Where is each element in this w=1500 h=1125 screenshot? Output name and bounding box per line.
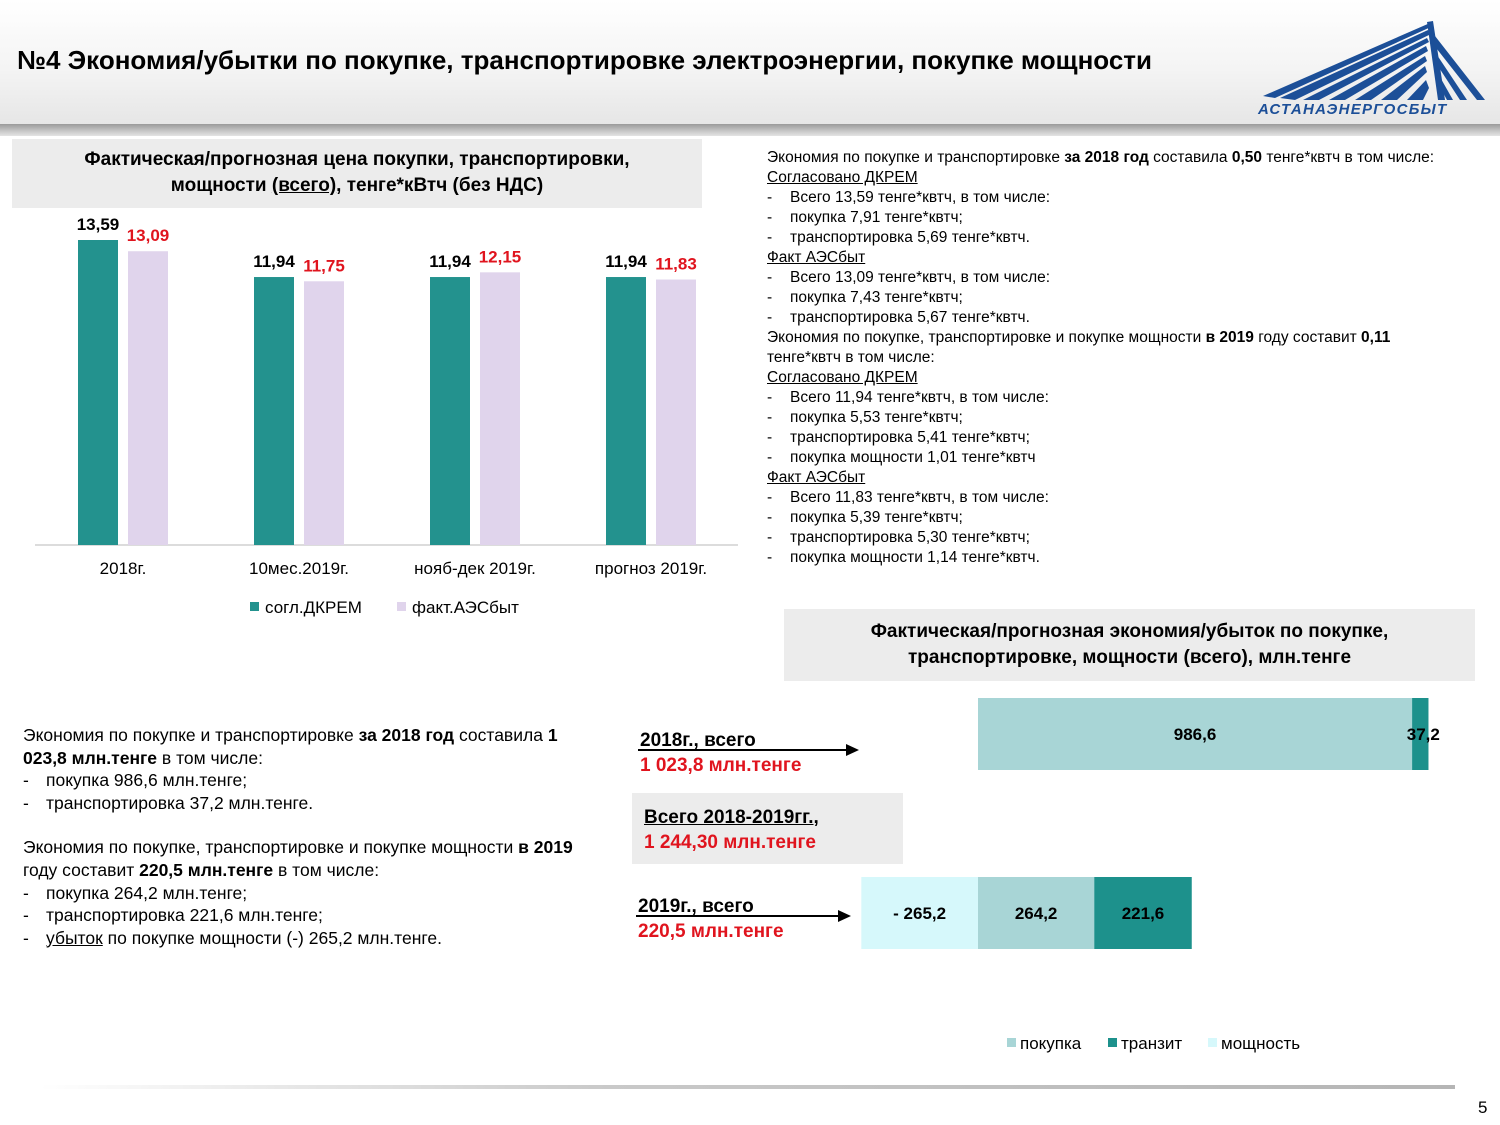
right-s4-item: - Всего 11,83 тенге*квтч, в том числе: bbox=[767, 488, 1467, 508]
left-p2-item: - убыток по покупке мощности (-) 265,2 млн.тенге. bbox=[23, 927, 603, 950]
right-s1-item: - транспортировка 5,69 тенге*квтч. bbox=[767, 228, 1467, 248]
callout-2019-value: 220,5 млн.тенге bbox=[638, 921, 784, 942]
right-s2-item: - Всего 13,09 тенге*квтч, в том числе: bbox=[767, 268, 1467, 288]
legend-label: покупка bbox=[1020, 1034, 1082, 1053]
footer-divider bbox=[40, 1085, 1455, 1089]
bar-dkrem bbox=[430, 277, 470, 545]
right-s3-title: Согласовано ДКРЕМ bbox=[767, 369, 918, 386]
bar-dkrem bbox=[78, 240, 118, 545]
bar-dkrem bbox=[254, 277, 294, 545]
right-s2-item: - транспортировка 5,67 тенге*квтч. bbox=[767, 308, 1467, 328]
legend-swatch bbox=[1108, 1038, 1117, 1047]
legend-swatch bbox=[1208, 1038, 1217, 1047]
left-p1-item: - покупка 986,6 млн.тенге; bbox=[23, 769, 603, 792]
callout-2018-value: 1 023,8 млн.тенге bbox=[640, 755, 802, 776]
bar-value-label: 11,83 bbox=[655, 254, 697, 274]
right-s3-item: - покупка мощности 1,01 тенге*квтч bbox=[767, 448, 1467, 468]
legend-swatch bbox=[1007, 1038, 1016, 1047]
savings-stacked-bar-chart bbox=[600, 690, 1480, 970]
segment-value-label: - 265,2 bbox=[893, 904, 947, 923]
left-p2-item: - транспортировка 221,6 млн.тенге; bbox=[23, 904, 603, 927]
bar-value-label: 12,15 bbox=[478, 247, 522, 267]
right-s3-item: - покупка 5,53 тенге*квтч; bbox=[767, 408, 1467, 428]
price-bar-chart bbox=[0, 205, 740, 590]
bar-aesbyt bbox=[304, 281, 344, 545]
bar-aesbyt bbox=[656, 279, 696, 545]
left-text-block bbox=[23, 724, 603, 949]
callout-total-value: 1 244,30 млн.тенге bbox=[644, 832, 816, 853]
callout-2018-label: 2018г., всего bbox=[640, 730, 756, 751]
chart2-title-line2: транспортировке, мощности (всего), млн.тенге bbox=[907, 647, 1352, 668]
right-intro-2018: Экономия по покупке и транспортировке за 2018 год составила 0,50 тенге*квтч в том числе: bbox=[767, 149, 1435, 166]
bar-value-label: 11,94 bbox=[605, 252, 647, 272]
page-number: 5 bbox=[1478, 1098, 1488, 1117]
segment-value-label: 264,2 bbox=[1014, 904, 1058, 923]
bar-value-label: 11,75 bbox=[303, 256, 345, 276]
right-s2-title: Факт АЭСбыт bbox=[767, 249, 866, 266]
legend-swatch bbox=[397, 602, 406, 611]
bar-value-label: 13,59 bbox=[76, 215, 120, 234]
paragraph-spacer bbox=[23, 814, 603, 836]
arrow-head-icon bbox=[838, 910, 851, 922]
right-s4-title: Факт АЭСбыт bbox=[767, 469, 866, 486]
x-tick-label: нояб-дек 2019г. bbox=[414, 559, 536, 578]
arrow-head-icon bbox=[846, 744, 859, 756]
savings-chart-legend bbox=[990, 1025, 1350, 1061]
chart1-title-part3: (всего) bbox=[271, 175, 337, 196]
chart1-title bbox=[12, 139, 702, 208]
logo-text: АСТАНАЭНЕРГОСБЫТ bbox=[1258, 101, 1448, 118]
right-s4-item: - транспортировка 5,30 тенге*квтч; bbox=[767, 528, 1467, 548]
right-text-block bbox=[767, 148, 1467, 568]
legend-swatch bbox=[250, 602, 259, 611]
right-s4-item: - покупка 5,39 тенге*квтч; bbox=[767, 508, 1467, 528]
right-s2-item: - покупка 7,43 тенге*квтч; bbox=[767, 288, 1467, 308]
bar-dkrem bbox=[606, 277, 646, 545]
bar-value-label: 11,94 bbox=[253, 252, 295, 272]
price-chart-legend bbox=[0, 590, 740, 630]
right-s3-item: - транспортировка 5,41 тенге*квтч; bbox=[767, 428, 1467, 448]
callout-total-label: Всего 2018-2019гг., bbox=[644, 807, 819, 828]
x-tick-label: 10мес.2019г. bbox=[249, 559, 349, 578]
bar-value-label: 11,94 bbox=[429, 252, 471, 272]
right-s1-title: Согласовано ДКРЕМ bbox=[767, 169, 918, 186]
callout-2019-label: 2019г., всего bbox=[638, 896, 754, 917]
right-s3-item: - Всего 11,94 тенге*квтч, в том числе: bbox=[767, 388, 1467, 408]
legend-label: согл.ДКРЕМ bbox=[265, 598, 362, 617]
segment-value-label: 986,6 bbox=[1173, 725, 1217, 744]
bar-aesbyt bbox=[480, 272, 520, 545]
header-divider bbox=[0, 124, 1500, 136]
left-p2-item: - покупка 264,2 млн.тенге; bbox=[23, 882, 603, 905]
legend-label: мощность bbox=[1221, 1034, 1301, 1053]
right-intro-2019: Экономия по покупке, транспортировке и покупке мощности в 2019 году составит 0,11 тенге*квтч в том числе: bbox=[767, 329, 1391, 366]
chart1-title-part4: , тенге*кВтч (без НДС) bbox=[336, 175, 544, 196]
left-p2: Экономия по покупке, транспортировке и покупке мощности в 2019 году составит 220,5 млн.тенге в том числе: bbox=[23, 837, 573, 880]
bar-aesbyt bbox=[128, 251, 168, 545]
segment-value-label: 221,6 bbox=[1121, 904, 1165, 923]
right-s4-item: - покупка мощности 1,14 тенге*квтч. bbox=[767, 548, 1467, 568]
page-title: №4 Экономия/убытки по покупке, транспортировке электроэнергии, покупке мощности bbox=[17, 45, 1153, 75]
legend-label: транзит bbox=[1121, 1034, 1183, 1053]
chart2-title bbox=[784, 609, 1475, 681]
x-tick-label: прогноз 2019г. bbox=[594, 559, 708, 578]
chart1-title-part1: Фактическая/прогнозная цена покупки, транспортировки, bbox=[84, 149, 630, 170]
x-tick-label: 2018г. bbox=[99, 559, 147, 578]
chart1-title-part2: мощности bbox=[170, 175, 272, 196]
segment-value-label: 37,2 bbox=[1406, 725, 1440, 744]
right-s1-item: - Всего 13,59 тенге*квтч, в том числе: bbox=[767, 188, 1467, 208]
legend-label: факт.АЭСбыт bbox=[412, 598, 519, 617]
chart2-title-line1: Фактическая/прогнозная экономия/убыток по покупке, bbox=[870, 621, 1389, 642]
left-p1: Экономия по покупке и транспортировке за 2018 год составила 1 023,8 млн.тенге в том числе: bbox=[23, 725, 558, 768]
bar-value-label: 13,09 bbox=[126, 226, 170, 246]
right-s1-item: - покупка 7,91 тенге*квтч; bbox=[767, 208, 1467, 228]
left-p1-item: - транспортировка 37,2 млн.тенге. bbox=[23, 792, 603, 815]
